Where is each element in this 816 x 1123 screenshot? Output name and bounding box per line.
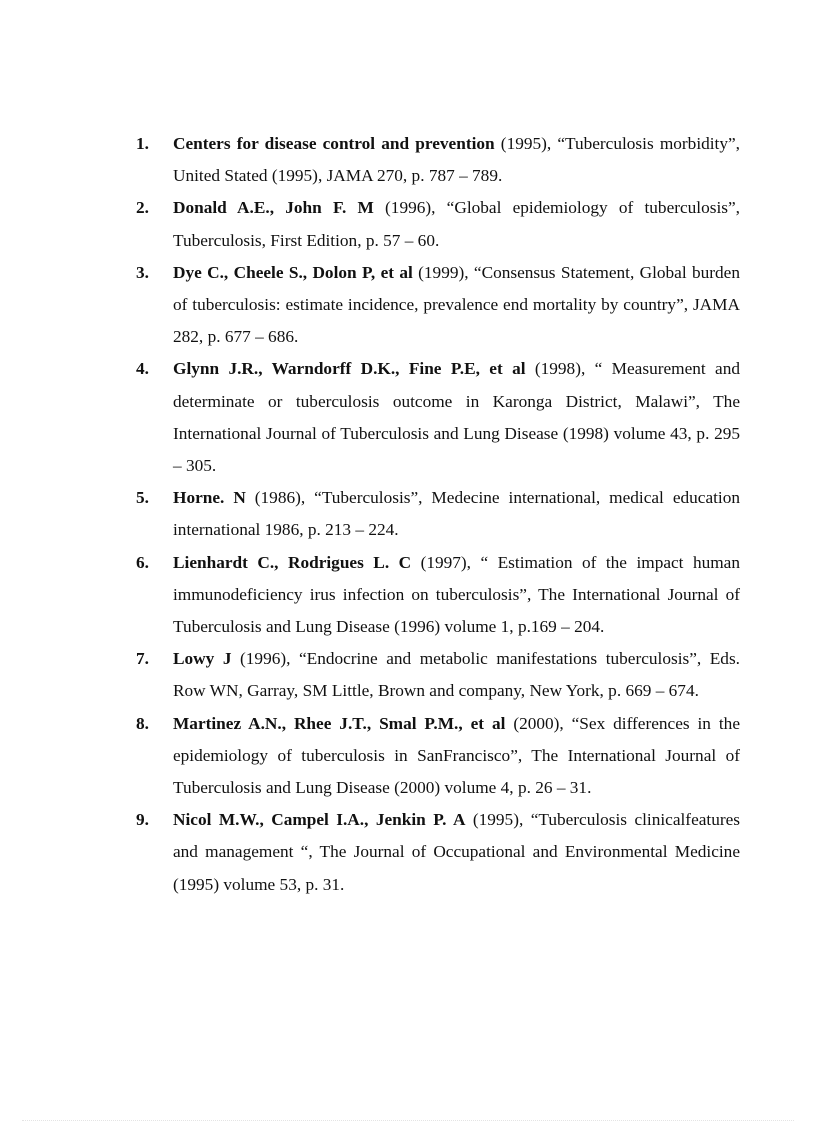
reference-number: 9. <box>136 810 149 830</box>
reference-details: (1995), “Tuberculosis clinicalfeatures and management “, The Journal of Occupational and Environmental Medicine (1995) volume 53, p. 31. <box>173 810 740 894</box>
reference-item <box>136 128 740 192</box>
page-bottom-divider <box>22 1120 794 1121</box>
reference-number: 4. <box>136 359 149 379</box>
reference-item <box>136 353 740 482</box>
reference-authors: Donald A.E., John F. M <box>173 198 374 218</box>
reference-authors: Horne. N <box>173 488 246 508</box>
reference-authors: Dye C., Cheele S., Dolon P, et al <box>173 262 413 282</box>
reference-number: 8. <box>136 713 149 733</box>
reference-item <box>136 547 740 644</box>
reference-number: 7. <box>136 649 149 669</box>
reference-item <box>136 482 740 546</box>
reference-details: (1996), “Endocrine and metabolic manifestations tuberculosis”, Eds. Row WN, Garray, SM Little, Brown and company, New York, p. 669 – 674. <box>173 649 740 701</box>
reference-number: 3. <box>136 262 149 282</box>
reference-details: (1999), “Consensus Statement, Global burden of tuberculosis: estimate incidence, prevalence end mortality by country”, JAMA 282, p. 677 – 686. <box>173 262 740 347</box>
reference-list <box>136 128 740 901</box>
reference-details: (1998), “ Measurement and determinate or tuberculosis outcome in Karonga District, Malawi”, The International Journal of Tuberculosis and Lung Disease (1998) volume 43, p. 295 – 305. <box>173 359 740 476</box>
reference-details: (1986), “Tuberculosis”, Medecine international, medical education international 1986, p. 213 – 224. <box>173 488 740 540</box>
reference-number: 1. <box>136 134 149 153</box>
reference-item <box>136 192 740 256</box>
reference-authors: Lienhardt C., Rodrigues L. C <box>173 552 412 572</box>
reference-details: (1995), “Tuberculosis morbidity”, United Stated (1995), JAMA 270, p. 787 – 789. <box>173 134 740 186</box>
reference-authors: Martinez A.N., Rhee J.T., Smal P.M., et al <box>173 713 506 733</box>
reference-details: (1996), “Global epidemiology of tuberculosis”, Tuberculosis, First Edition, p. 57 – 60. <box>173 198 740 250</box>
reference-authors: Glynn J.R., Warndorff D.K., Fine P.E, et al <box>173 359 526 379</box>
reference-authors: Nicol M.W., Campel I.A., Jenkin P. A <box>173 810 466 830</box>
reference-item <box>136 257 740 354</box>
reference-authors: Lowy J <box>173 649 232 669</box>
reference-details: (1997), “ Estimation of the impact human immunodeficiency irus infection on tuberculosis”, The International Journal of Tuberculosis and Lung Disease (1996) volume 1, p.169 – 204. <box>173 552 740 637</box>
reference-authors: Centers for disease control and prevention <box>173 134 495 153</box>
reference-details: (2000), “Sex differences in the epidemiology of tuberculosis in SanFrancisco”, The International Journal of Tuberculosis and Lung Disease (2000) volume 4, p. 26 – 31. <box>173 713 740 798</box>
reference-item <box>136 643 740 707</box>
reference-number: 2. <box>136 198 149 218</box>
reference-number: 5. <box>136 488 149 508</box>
reference-number: 6. <box>136 552 149 572</box>
reference-item <box>136 804 740 901</box>
reference-item <box>136 708 740 805</box>
